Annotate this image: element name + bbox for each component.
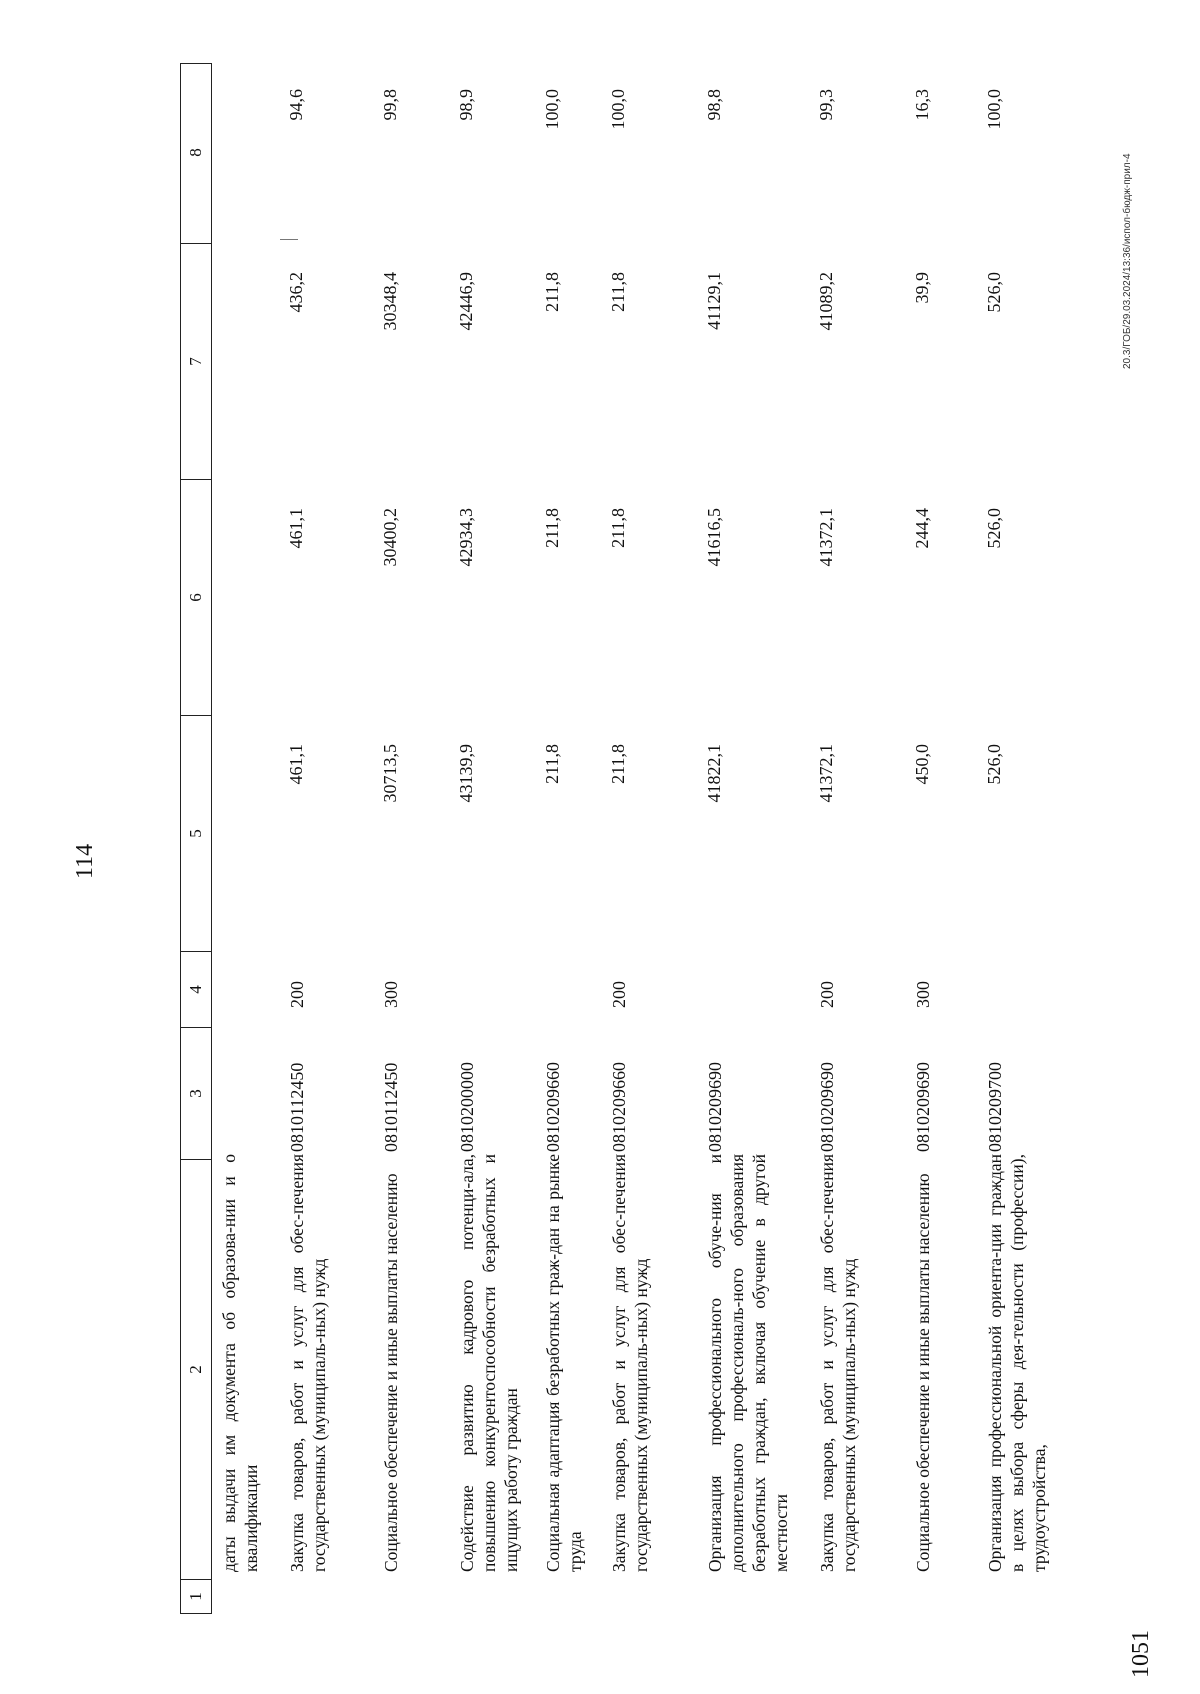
row-value-col7: 211,8 [608,272,628,312]
row-value-col7: 211,8 [542,272,562,312]
row-value-col7: 42446,9 [456,272,476,331]
row-value-col8: 99,3 [816,89,836,121]
row-value-col6: 42934,3 [456,508,476,567]
row-value-col8: 100,0 [542,89,562,130]
row-value-col8: 94,6 [286,89,306,121]
row-description: Организация профессиональной ориента-ции граждан в целях выбора сферы дея-тельности (профессии), трудоустройства, [985,1154,1049,1572]
row-code: 0810209690 [705,1062,725,1152]
row-value-col6: 41616,5 [704,508,724,567]
row-code: 0810112450 [381,1062,401,1152]
row-description: Социальное обеспечение и иные выплаты населению [913,1173,933,1572]
table-row [372,63,448,1614]
row-code: 0810200000 [457,1062,477,1152]
row-expense-type: 300 [381,981,401,1008]
table-header-row [180,63,212,1614]
document-footer-code: 20.3/ГОБ/29.03.2024/13:36/испол-бюдж-прил-4 [1122,153,1133,369]
row-code: 0810209700 [985,1062,1005,1152]
header-cell-5: 5 [181,715,211,951]
row-expense-type: 200 [287,981,307,1008]
row-expense-type: 200 [609,981,629,1008]
row-value-col8: 98,8 [704,89,724,121]
row-value-col5: 41372,1 [816,744,836,803]
row-value-col6: 30400,2 [380,508,400,567]
table-row [700,63,812,1614]
row-code: 0810112450 [287,1062,307,1152]
table-row [538,63,604,1614]
row-value-col8: 100,0 [608,89,628,130]
header-cell-6: 6 [181,479,211,715]
row-value-col7: 39,9 [912,272,932,304]
row-description: Социальная адаптация безработных граж-дан на рынке труда [543,1154,585,1572]
row-value-col5: 43139,9 [456,744,476,803]
row-value-col7: 41129,1 [704,272,724,330]
row-description: даты выдачи им документа об образова-нии и о квалификации [219,1154,261,1572]
row-value-col7: 41089,2 [816,272,836,331]
table-row [980,63,1070,1614]
row-description: Закупка товаров, работ и услуг для обес-печения государственных (муниципаль-ных) нужд [817,1154,859,1572]
row-value-col5: 41822,1 [704,744,724,803]
row-value-col7: 30348,4 [380,272,400,331]
row-description: Содействие развитию кадрового потенци-ала, повышению конкурентоспособности безработных и ищущих работу граждан [457,1154,521,1572]
header-cell-8: 8 [186,148,205,157]
row-value-col5: 526,0 [984,744,1004,785]
table-row [448,63,538,1614]
table-row [812,63,908,1614]
row-value-col6: 526,0 [984,508,1004,549]
table-row [604,63,700,1614]
row-description: Закупка товаров, работ и услуг для обес-печения государственных (муниципаль-ных) нужд [609,1154,651,1572]
row-code: 0810209660 [609,1062,629,1152]
table-row [212,63,272,1614]
row-value-col6: 211,8 [608,508,628,548]
row-code: 0810209690 [913,1062,933,1152]
header-cell-1: 1 [181,1579,211,1613]
row-value-col5: 211,8 [542,744,562,784]
row-expense-type: 200 [817,981,837,1008]
row-value-col6: 461,1 [286,508,306,549]
row-value-col6: 41372,1 [816,508,836,567]
sheet-number: 1051 [1128,1630,1154,1678]
row-code: 0810209660 [543,1062,563,1152]
page-number: 114 [72,843,98,879]
row-value-col6: 211,8 [542,508,562,548]
row-value-col8: 16,3 [912,89,932,121]
row-value-col7: 526,0 [984,272,1004,313]
budget-table [180,63,1070,1614]
row-description: Социальное обеспечение и иные выплаты населению [381,1173,401,1572]
header-cell-2: 2 [181,1159,211,1579]
row-value-col6: 244,4 [912,508,932,549]
header-cell-3: 3 [181,1027,211,1159]
header-cell-4: 4 [181,951,211,1027]
row-value-col7: 436,2 [286,272,306,313]
row-value-col8: 100,0 [984,89,1004,130]
row-expense-type: 300 [913,981,933,1008]
row-value-col5: 30713,5 [380,744,400,803]
row-code: 0810209690 [817,1062,837,1152]
row-value-col5: 450,0 [912,744,932,785]
row-value-col8: 98,9 [456,89,476,121]
row-value-col5: 211,8 [608,744,628,784]
table-row [272,63,372,1614]
row-description: Закупка товаров, работ и услуг для обес-печения государственных (муниципаль-ных) нужд [287,1154,329,1572]
row-value-col5: 461,1 [286,744,306,785]
header-cell-7: 7 [181,243,211,479]
table-row [908,63,980,1614]
row-description: Организация профессионального обуче-ния и дополнительного профессиональ-ного образования безработных граждан, включая обучение в другой местности [705,1154,791,1572]
row-value-col8: 99,8 [380,89,400,121]
